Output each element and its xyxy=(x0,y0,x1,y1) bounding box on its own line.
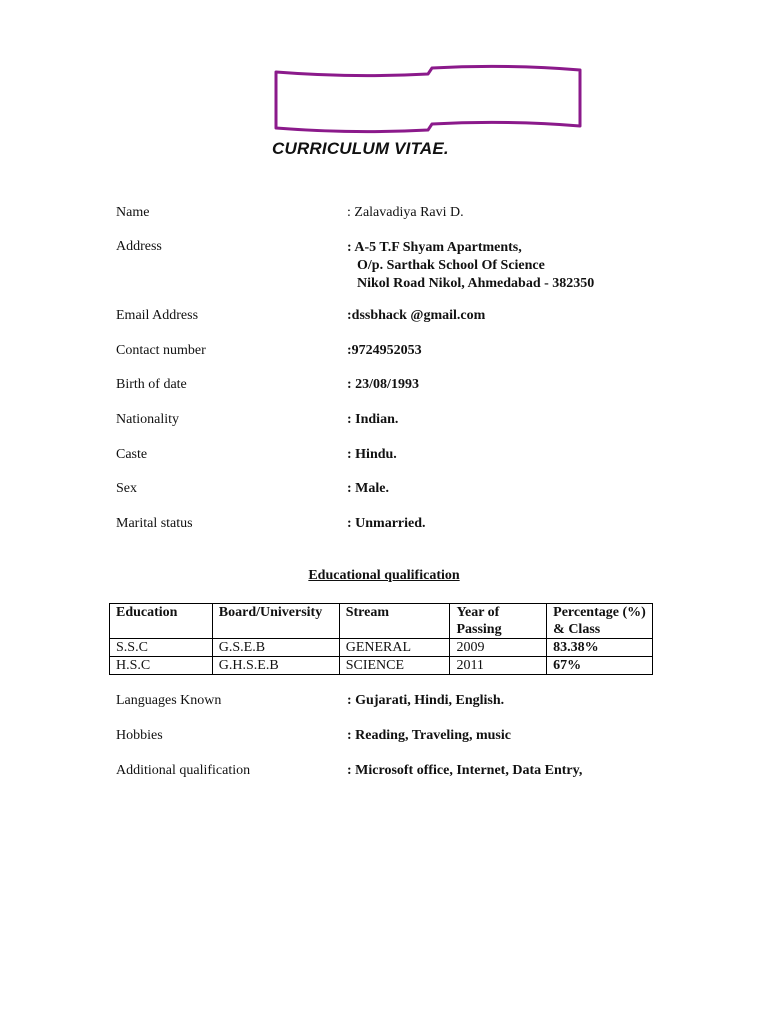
field-value: : 23/08/1993 xyxy=(347,377,419,392)
title-banner xyxy=(272,62,584,138)
field-label: Nationality xyxy=(116,412,179,427)
field-value: :dssbhack @gmail.com xyxy=(347,308,486,323)
column-header: Year of Passing xyxy=(450,604,547,639)
field-value: : Indian. xyxy=(347,412,399,427)
education-table xyxy=(109,603,653,675)
address-line: Nikol Road Nikol, Ahmedabad - 382350 xyxy=(357,276,595,291)
table-cell: H.S.C xyxy=(110,657,213,675)
field-label: Email Address xyxy=(116,308,199,323)
field-value: : Microsoft office, Internet, Data Entry, xyxy=(347,763,583,778)
table-cell: G.H.S.E.B xyxy=(212,657,339,675)
field-value xyxy=(347,239,594,293)
field-value: : Reading, Traveling, music xyxy=(347,728,511,743)
column-header: Percentage (%) & Class xyxy=(547,604,653,639)
field-label: Additional qualification xyxy=(116,763,251,778)
field-value: : Zalavadiya Ravi D. xyxy=(347,205,464,220)
field-label: Caste xyxy=(116,447,148,462)
document-title: CURRICULUM VITAE. xyxy=(272,139,449,158)
field-label: Languages Known xyxy=(116,693,222,708)
table-cell: G.S.E.B xyxy=(212,639,339,657)
table-cell: 67% xyxy=(547,657,653,675)
table-header-row xyxy=(110,604,653,639)
field-label: Contact number xyxy=(116,343,206,358)
field-value: : Male. xyxy=(347,481,389,496)
table-cell: GENERAL xyxy=(339,639,450,657)
field-label: Birth of date xyxy=(116,377,187,392)
table-cell: 2009 xyxy=(450,639,547,657)
address-line: : A-5 T.F Shyam Apartments, xyxy=(347,240,522,255)
table-cell: SCIENCE xyxy=(339,657,450,675)
education-heading: Educational qualification xyxy=(308,568,460,583)
field-label: Name xyxy=(116,205,150,220)
field-value: : Gujarati, Hindi, English. xyxy=(347,693,505,708)
field-label: Marital status xyxy=(116,516,193,531)
table-row xyxy=(110,639,653,657)
address-line: O/p. Sarthak School Of Science xyxy=(357,258,545,273)
field-label: Sex xyxy=(116,481,137,496)
field-value: : Hindu. xyxy=(347,447,397,462)
field-label: Address xyxy=(116,239,162,254)
field-label: Hobbies xyxy=(116,728,163,743)
table-cell: 2011 xyxy=(450,657,547,675)
field-value: : Unmarried. xyxy=(347,516,426,531)
column-header: Stream xyxy=(339,604,450,639)
field-value: :9724952053 xyxy=(347,343,422,358)
table-row xyxy=(110,657,653,675)
table-cell: 83.38% xyxy=(547,639,653,657)
column-header: Board/University xyxy=(212,604,339,639)
table-cell: S.S.C xyxy=(110,639,213,657)
column-header: Education xyxy=(110,604,213,639)
